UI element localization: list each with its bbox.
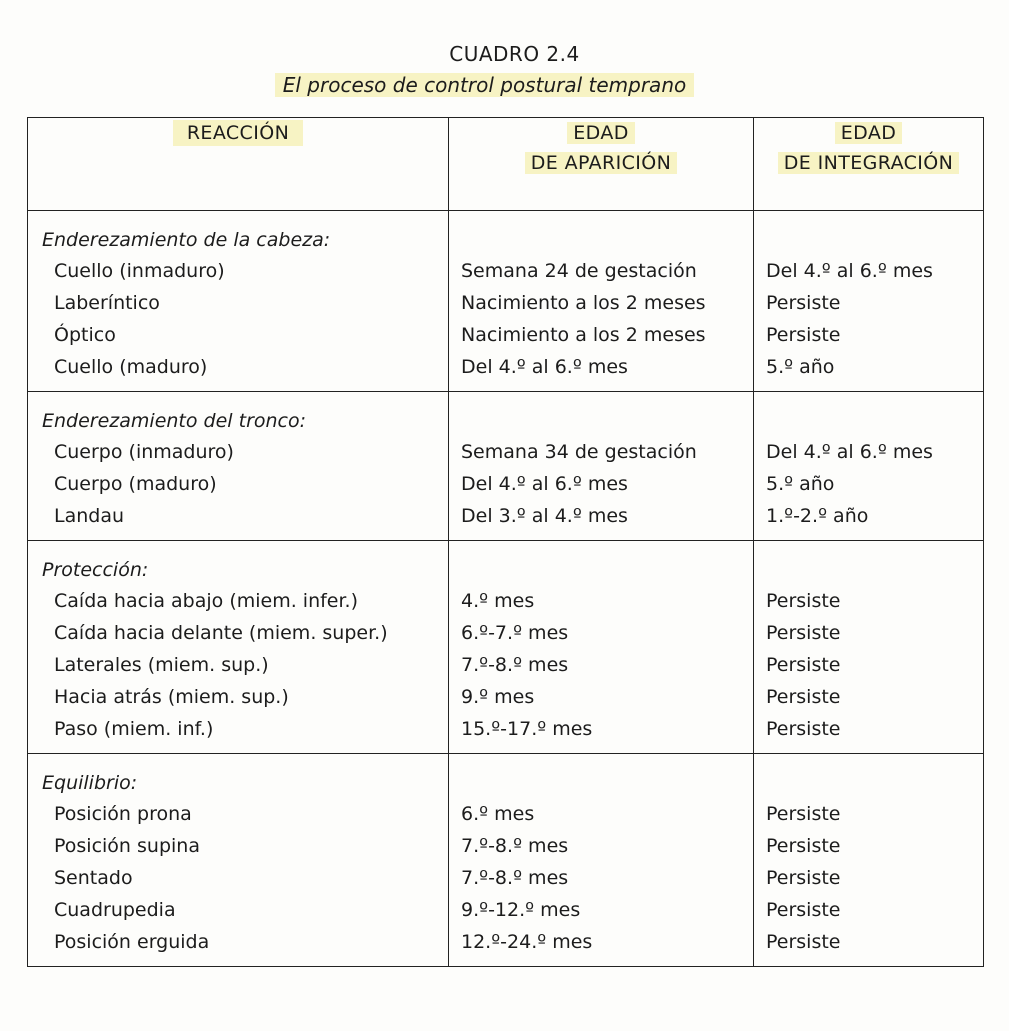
integracion-item: 5.º año	[766, 473, 835, 495]
group-integracion-cell	[754, 541, 984, 754]
reaccion-item: Caída hacia delante (miem. super.)	[54, 622, 388, 644]
aparicion-item: Del 3.º al 4.º mes	[461, 505, 628, 527]
integracion-item: Persiste	[766, 292, 841, 314]
aparicion-item: Del 4.º al 6.º mes	[461, 356, 628, 378]
table-title	[0, 73, 989, 97]
postural-control-table	[27, 117, 984, 967]
reaccion-item: Cuerpo (inmaduro)	[54, 441, 234, 463]
group-aparicion-cell	[449, 754, 754, 967]
table-title-text: El proceso de control postural temprano	[275, 73, 694, 97]
aparicion-item: Del 4.º al 6.º mes	[461, 473, 628, 495]
group-row-tronco	[28, 392, 984, 541]
header-reaccion: REACCIÓN	[28, 118, 449, 211]
aparicion-item: 7.º-8.º mes	[461, 867, 569, 889]
group-row-proteccion	[28, 541, 984, 754]
aparicion-item: Semana 24 de gestación	[461, 260, 697, 282]
integracion-item: Del 4.º al 6.º mes	[766, 441, 933, 463]
group-title: Enderezamiento del tronco:	[42, 410, 307, 432]
aparicion-item: 6.º mes	[461, 803, 535, 825]
reaccion-item: Hacia atrás (miem. sup.)	[54, 686, 289, 708]
group-integracion-cell	[754, 392, 984, 541]
integracion-item: 5.º año	[766, 356, 835, 378]
reaccion-item: Posición supina	[54, 835, 200, 857]
integracion-item: Persiste	[766, 324, 841, 346]
integracion-item: 1.º-2.º año	[766, 505, 869, 527]
aparicion-item: Nacimiento a los 2 meses	[461, 324, 706, 346]
integracion-item: Persiste	[766, 867, 841, 889]
aparicion-item: 7.º-8.º mes	[461, 835, 569, 857]
integracion-item: Del 4.º al 6.º mes	[766, 260, 933, 282]
reaccion-item: Posición prona	[54, 803, 192, 825]
integracion-item: Persiste	[766, 803, 841, 825]
integracion-item: Persiste	[766, 590, 841, 612]
aparicion-item: 15.º-17.º mes	[461, 718, 593, 740]
group-reaccion-cell	[28, 754, 449, 967]
group-integracion-cell	[754, 211, 984, 392]
reaccion-item: Sentado	[54, 867, 133, 889]
reaccion-item: Laterales (miem. sup.)	[54, 654, 269, 676]
header-row	[28, 118, 984, 211]
group-title: Protección:	[42, 559, 149, 581]
group-reaccion-cell	[28, 211, 449, 392]
group-aparicion-cell	[449, 541, 754, 754]
reaccion-item: Cuello (maduro)	[54, 356, 208, 378]
reaccion-item: Posición erguida	[54, 931, 210, 953]
reaccion-item: Cuerpo (maduro)	[54, 473, 217, 495]
aparicion-item: 9.º mes	[461, 686, 535, 708]
integracion-item: Persiste	[766, 931, 841, 953]
group-aparicion-cell	[449, 211, 754, 392]
reaccion-item: Laberíntico	[54, 292, 160, 314]
aparicion-item: 4.º mes	[461, 590, 535, 612]
group-row-cabeza	[28, 211, 984, 392]
integracion-item: Persiste	[766, 686, 841, 708]
group-reaccion-cell	[28, 392, 449, 541]
group-reaccion-cell	[28, 541, 449, 754]
aparicion-item: 9.º-12.º mes	[461, 899, 581, 921]
reaccion-item: Caída hacia abajo (miem. infer.)	[54, 590, 359, 612]
aparicion-item: Nacimiento a los 2 meses	[461, 292, 706, 314]
header-edad-integracion: EDAD DE INTEGRACIÓN	[754, 118, 984, 211]
integracion-item: Persiste	[766, 899, 841, 921]
aparicion-item: 6.º-7.º mes	[461, 622, 569, 644]
integracion-item: Persiste	[766, 835, 841, 857]
table-number: CUADRO 2.4	[449, 42, 580, 66]
group-row-equilibrio	[28, 754, 984, 967]
reaccion-item: Landau	[54, 505, 125, 527]
group-title: Equilibrio:	[42, 772, 138, 794]
header-edad-aparicion: EDAD DE APARICIÓN	[449, 118, 754, 211]
aparicion-item: 12.º-24.º mes	[461, 931, 593, 953]
reaccion-item: Paso (miem. inf.)	[54, 718, 214, 740]
integracion-item: Persiste	[766, 622, 841, 644]
reaccion-item: Cuello (inmaduro)	[54, 260, 225, 282]
group-integracion-cell	[754, 754, 984, 967]
reaccion-item: Óptico	[54, 324, 116, 346]
group-title: Enderezamiento de la cabeza:	[42, 229, 331, 251]
integracion-item: Persiste	[766, 654, 841, 676]
aparicion-item: 7.º-8.º mes	[461, 654, 569, 676]
aparicion-item: Semana 34 de gestación	[461, 441, 697, 463]
reaccion-item: Cuadrupedia	[54, 899, 176, 921]
group-aparicion-cell	[449, 392, 754, 541]
integracion-item: Persiste	[766, 718, 841, 740]
